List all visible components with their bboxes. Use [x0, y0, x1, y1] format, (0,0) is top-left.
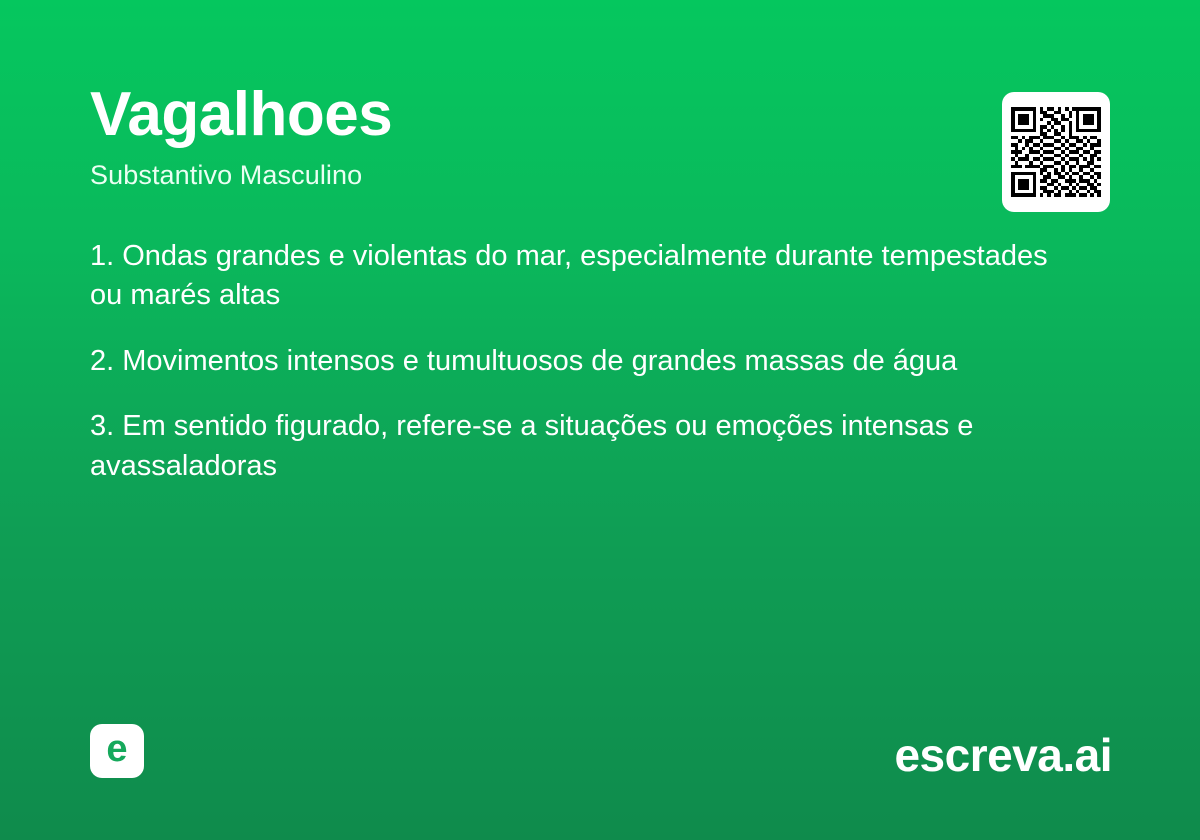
- logo-letter: e: [106, 728, 128, 770]
- list-item: 1. Ondas grandes e violentas do mar, especialmente durante tempestades ou marés altas: [90, 240, 1048, 312]
- definition-list: [90, 237, 1065, 486]
- page-title: Vagalhoes: [90, 80, 393, 149]
- qr-code-matrix: [1011, 107, 1101, 197]
- qr-code-icon[interactable]: [1002, 92, 1110, 212]
- brand-wordmark: escreva.ai: [894, 729, 1112, 781]
- card-content: [90, 80, 1110, 486]
- word-class-label: Substantivo Masculino: [90, 160, 363, 190]
- avatar: [90, 724, 144, 778]
- list-item: 3. Em sentido figurado, refere-se a situações ou emoções intensas e avassaladoras: [90, 410, 974, 482]
- list-item: 2. Movimentos intensos e tumultuosos de grandes massas de água: [90, 344, 958, 377]
